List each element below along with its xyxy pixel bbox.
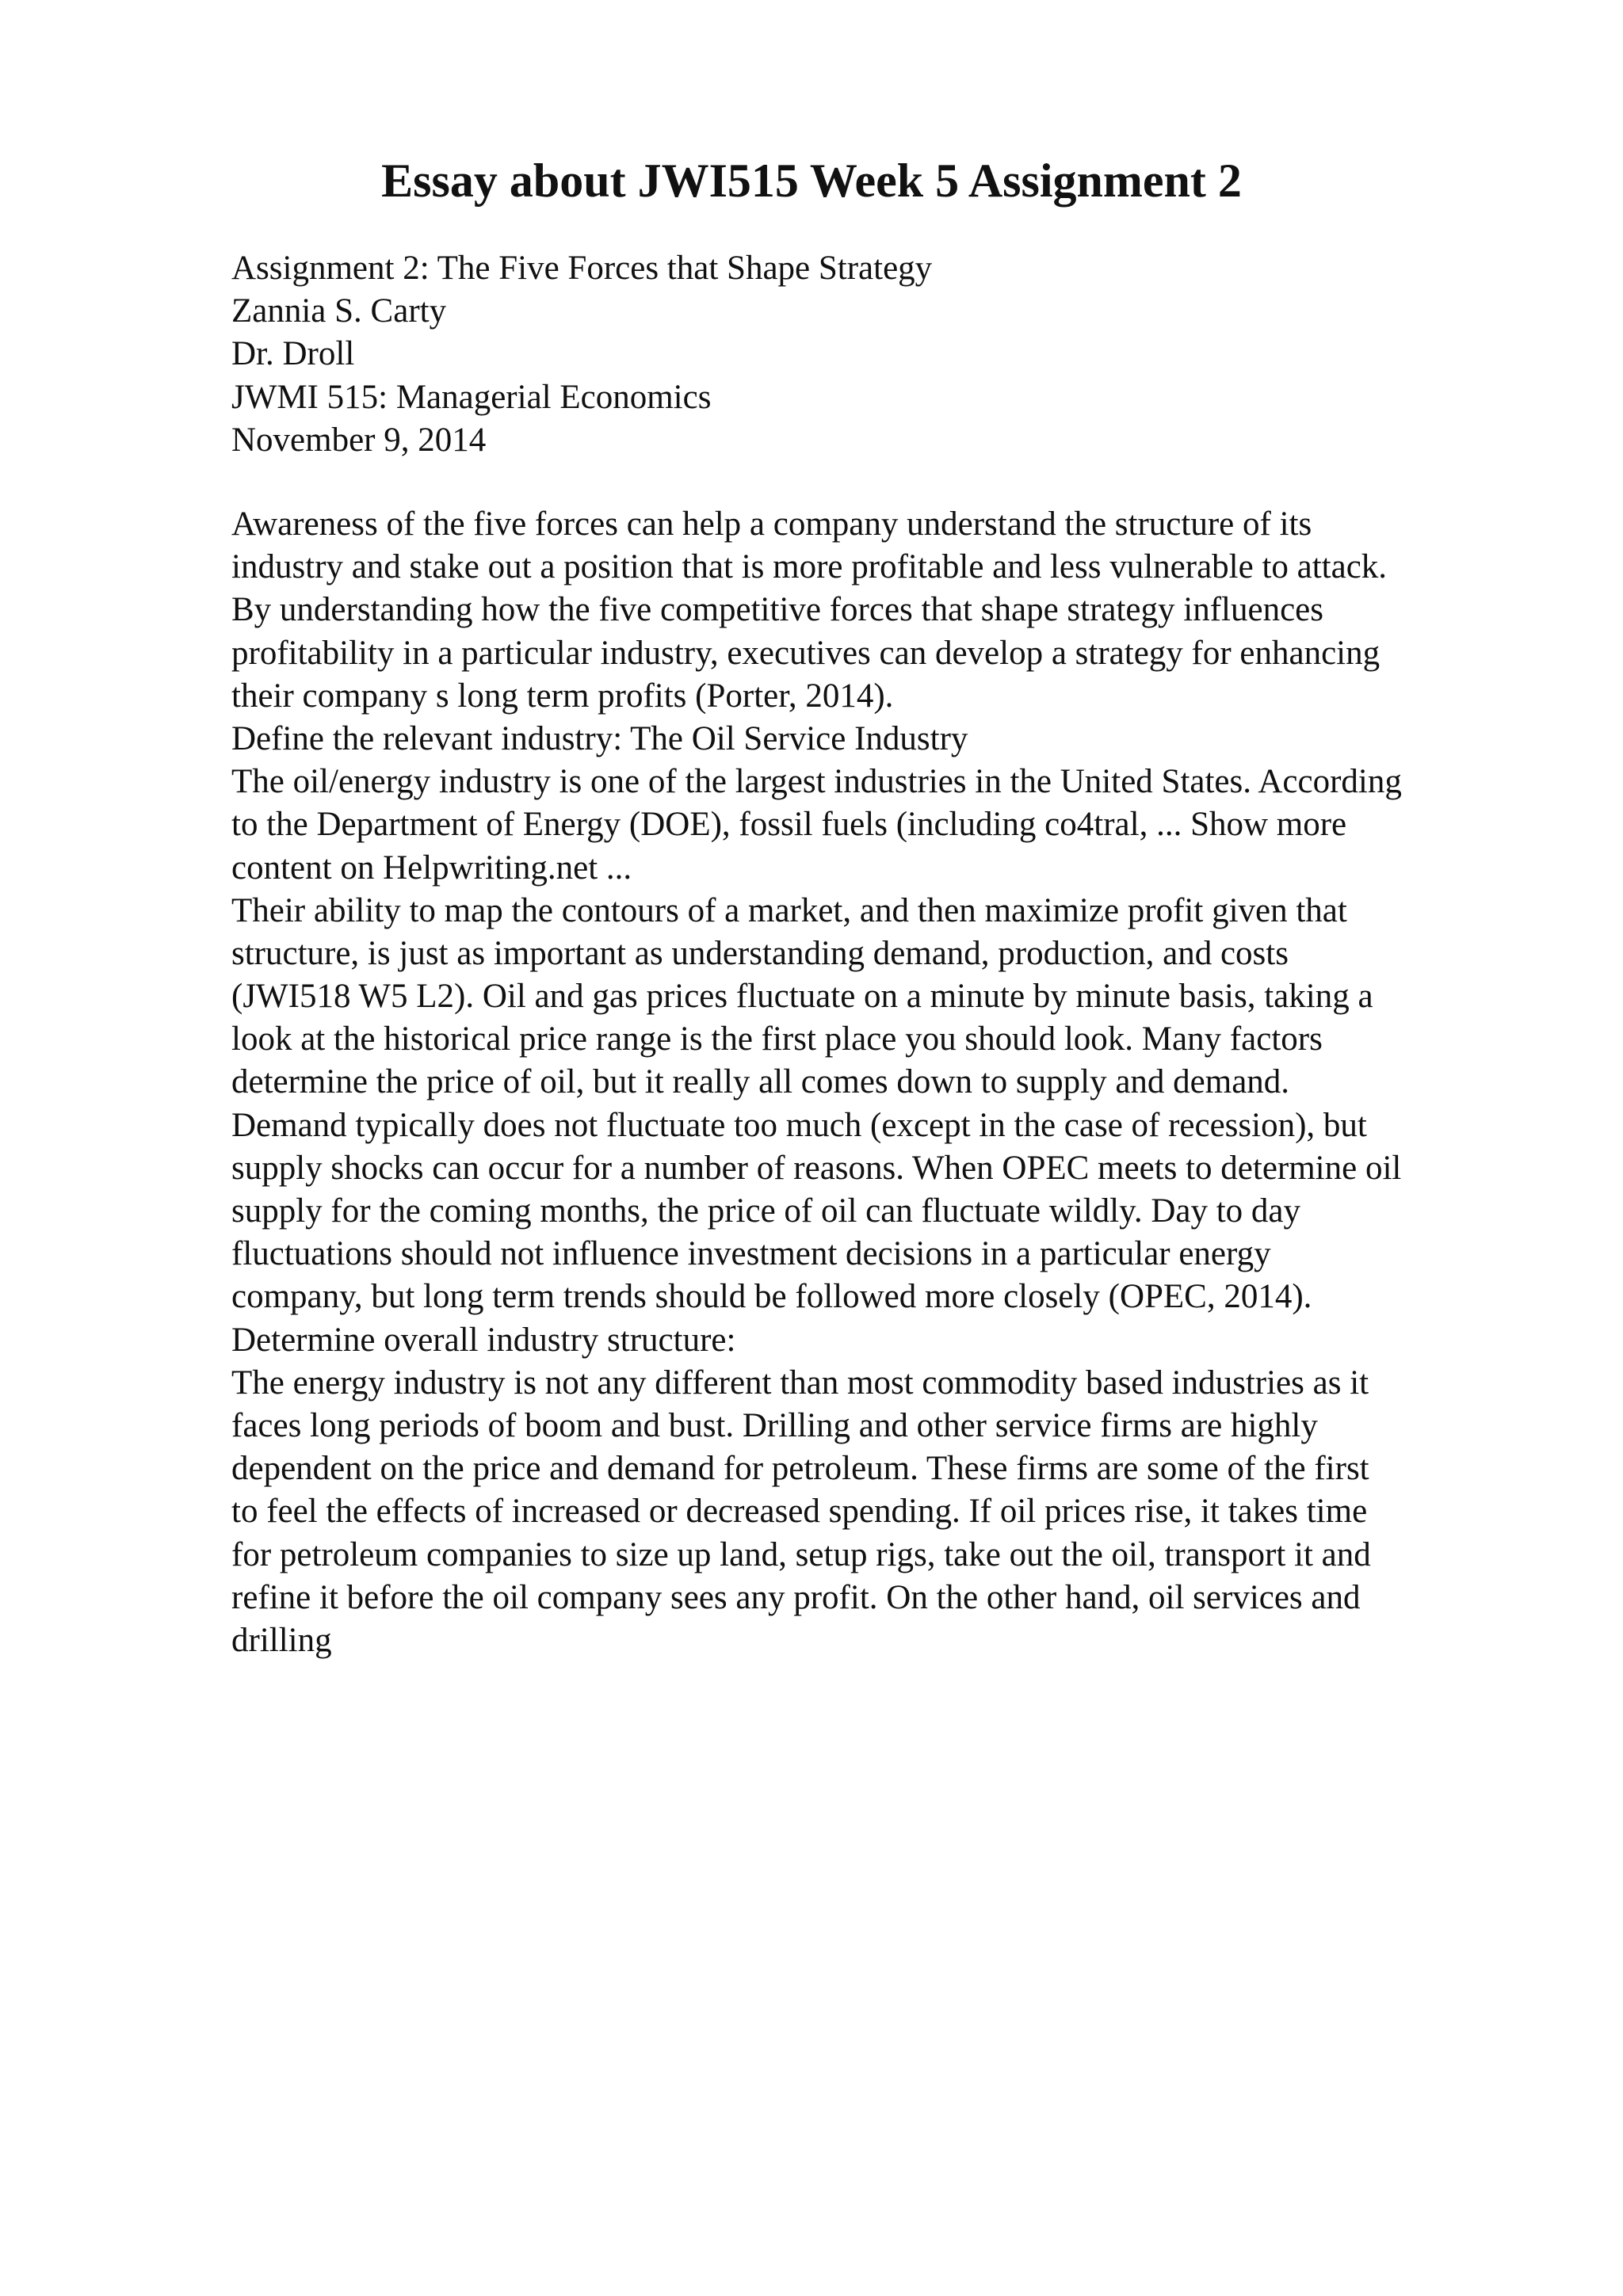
body-line: profitability in a particular industry, executives can develop a strategy for enhancing — [231, 634, 1381, 672]
body-line: dependent on the price and demand for petroleum. These firms are some of the first — [231, 1450, 1369, 1488]
header-line-course: JWMI 515: Managerial Economics — [231, 378, 712, 416]
body-line: faces long periods of boom and bust. Drilling and other service firms are highly — [231, 1406, 1318, 1444]
body-line: By understanding how the five competitive forces that shape strategy influences — [231, 591, 1323, 629]
header-line-instructor: Dr. Droll — [231, 335, 355, 373]
body-line: to the Department of Energy (DOE), fossil fuels (including co4tral, ... Show more — [231, 806, 1347, 844]
body-line: The oil/energy industry is one of the largest industries in the United States. According — [231, 763, 1402, 801]
body-line: Their ability to map the contours of a market, and then maximize profit given that — [231, 891, 1347, 929]
body-line: (JWI518 W5 L2). Oil and gas prices fluctuate on a minute by minute basis, taking a — [231, 978, 1373, 1016]
body-line: Awareness of the five forces can help a company understand the structure of its — [231, 505, 1312, 543]
body-line: industry and stake out a position that is more profitable and less vulnerable to attack. — [231, 548, 1388, 586]
body-line: supply for the coming months, the price of oil can fluctuate wildly. Day to day — [231, 1192, 1300, 1230]
body-line: content on Helpwriting.net ... — [231, 849, 632, 887]
body-line: fluctuations should not influence investment decisions in a particular energy — [231, 1235, 1271, 1273]
header-line-author: Zannia S. Carty — [231, 292, 447, 330]
essay-body — [231, 503, 1547, 1662]
assignment-header — [231, 247, 1547, 462]
body-line: The energy industry is not any different than most commodity based industries as it — [231, 1363, 1369, 1402]
header-line-date: November 9, 2014 — [231, 421, 487, 459]
body-line: company, but long term trends should be followed more closely (OPEC, 2014). — [231, 1278, 1312, 1316]
section-heading-industry: Define the relevant industry: The Oil Service Industry — [231, 719, 968, 757]
document-title: Essay about JWI515 Week 5 Assignment 2 — [381, 154, 1242, 207]
body-line: Demand typically does not fluctuate too much (except in the case of recession), but — [231, 1106, 1367, 1144]
body-line: determine the price of oil, but it really all comes down to supply and demand. — [231, 1063, 1290, 1101]
body-line: drilling — [231, 1621, 332, 1659]
body-line: structure, is just as important as understanding demand, production, and costs — [231, 934, 1289, 972]
header-line-assignment: Assignment 2: The Five Forces that Shape Strategy — [231, 250, 933, 287]
body-line: refine it before the oil company sees any profit. On the other hand, oil services and — [231, 1578, 1361, 1616]
body-line: for petroleum companies to size up land, setup rigs, take out the oil, transport it and — [231, 1535, 1371, 1573]
body-line: supply shocks can occur for a number of reasons. When OPEC meets to determine oil — [231, 1149, 1402, 1187]
body-line: to feel the effects of increased or decreased spending. If oil prices rise, it takes time — [231, 1493, 1368, 1531]
body-line: look at the historical price range is the first place you should look. Many factors — [231, 1020, 1323, 1058]
section-heading-structure: Determine overall industry structure: — [231, 1321, 736, 1359]
body-line: their company s long term profits (Porter, 2014). — [231, 677, 894, 715]
